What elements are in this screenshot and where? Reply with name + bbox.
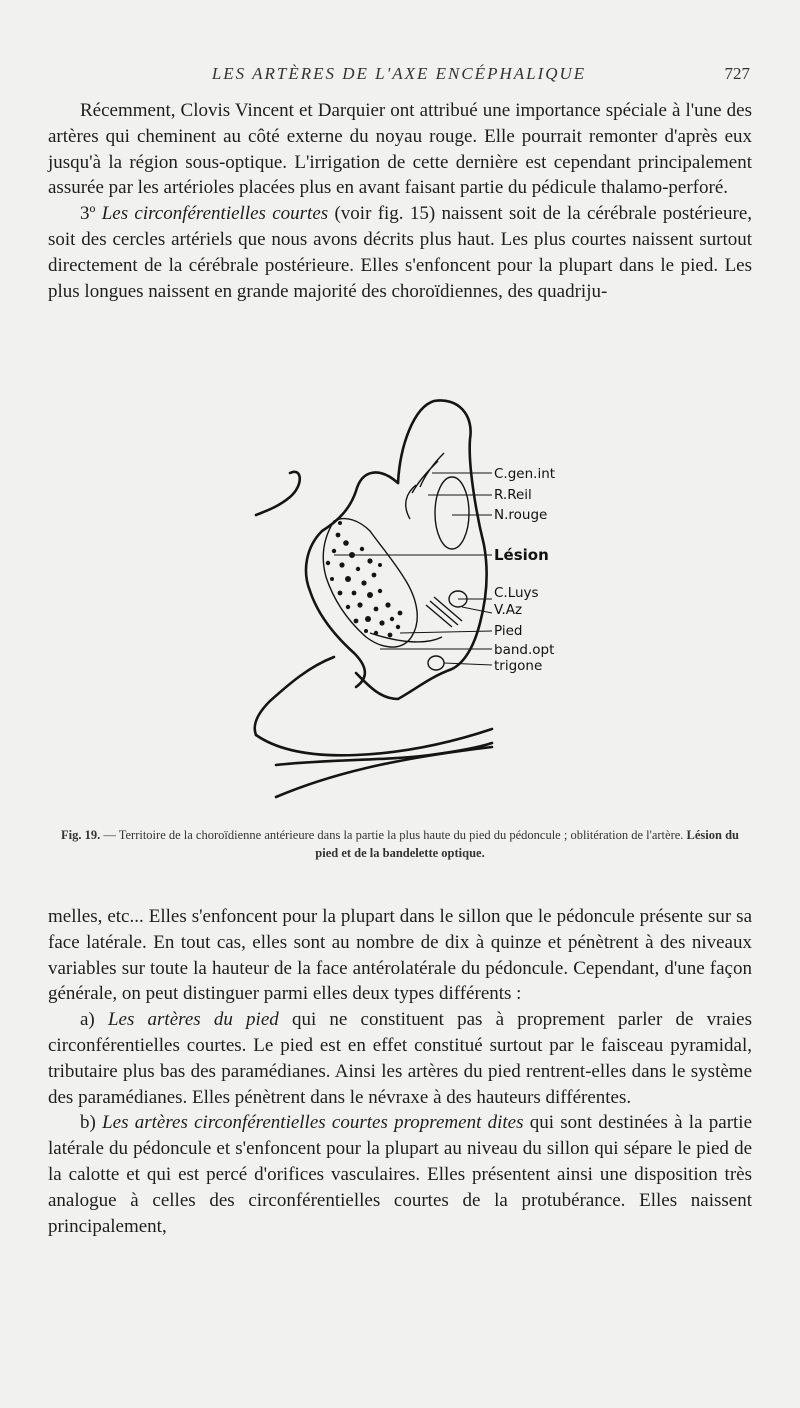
pedoncule-lateral-outline (306, 473, 398, 687)
item-prefix-a: a) (80, 1009, 108, 1031)
ruban-reil-shape (406, 453, 444, 519)
paragraph-circonferentielles (48, 201, 752, 304)
running-title: LES ARTÈRES DE L'AXE ENCÉPHALIQUE (211, 64, 587, 83)
item-body-b: qui sont destinées à la partie latérale du pédoncule et s'enfoncent pour la plupart au niveau du sillon qui sépare le pied de la calotte et qui est percé d'orifices vasculaires. Elles présentent ainsi une disposition très analogue à celles des circonférentielles courtes de la protubérance. Elles naissent principalement, (48, 1112, 753, 1237)
label-r-reil: R.Reil (494, 487, 532, 503)
text-block-bottom (48, 904, 752, 1239)
item-prefix-b: b) (80, 1112, 103, 1134)
figure-caption (48, 826, 752, 862)
caption-bold-text: Lésion du pied et de la bandelette optique. (315, 828, 740, 860)
paragraph-arteres-pied (48, 1007, 752, 1110)
section-title: Les circonférentielles courtes (101, 203, 329, 225)
pedoncule-left-outline (256, 472, 300, 515)
trigone-shape (428, 656, 444, 670)
paragraph-circonf-proprement (48, 1110, 752, 1239)
running-head (48, 64, 750, 88)
lesion-zone-outline (323, 519, 417, 647)
label-v-az: V.Az (494, 602, 523, 618)
section-number: 3º (80, 203, 96, 225)
pied-lower-outline (255, 657, 334, 735)
hatch-lines (426, 597, 462, 627)
label-lesion: Lésion (494, 546, 549, 564)
paragraph-body: (voir fig. 15) naissent soit de la cérébrale postérieure, soit des cercles artériels que nous avons décrits plus haut. Les plus courtes naissent surtout directement de la cérébrale postérieure. Elles s'enfoncent pour la plupart dans le pied. Les plus longues naissent en grande majorité des choroïdiennes, des quadriju- (48, 203, 752, 302)
caption-text: — Territoire de la choroïdienne antérieure dans la partie la plus haute du pied du pédoncule ; oblitération de l'artère. (100, 828, 687, 842)
item-title-a: Les artères du pied (107, 1009, 279, 1031)
calotte-outline (356, 400, 487, 699)
page-number: 727 (724, 64, 750, 83)
figure-19-diagram (230, 395, 590, 805)
label-band-opt: band.opt (494, 642, 555, 658)
paragraph-quadrijumelles: melles, etc... Elles s'enfoncent pour la plupart dans le sillon que le pédoncule présente sur sa face latérale. En tout cas, elles sont au nombre de dix à quinze et pénètrent à des niveaux variables sur toute la hauteur de la face antérolatérale du pédoncule. Cependant, d'une façon générale, on peut distinguer parmi elles deux types différents : (48, 906, 752, 1005)
item-body-a: qui ne constituent pas à proprement parler de vraies circonférentielles courtes. Le pied est en effet constitué surtout par le faisceau pyramidal, tributaire plus bas des paramédianes. Ainsi les artères du pied rentrent-elles dans le système des paramédianes. Elles pénètrent dans le névraxe à des hauteurs différentes. (48, 1009, 752, 1108)
label-n-rouge: N.rouge (494, 507, 548, 523)
label-pied: Pied (494, 623, 523, 639)
lesion-dots (326, 521, 403, 637)
band-opt-outline (370, 633, 442, 642)
label-c-gen-int: C.gen.int (494, 466, 556, 482)
item-title-b: Les artères circonférentielles courtes proprement dites (102, 1112, 524, 1134)
label-trigone: trigone (494, 658, 543, 674)
label-c-luys: C.Luys (494, 585, 539, 601)
paragraph-vincent-darquier: Récemment, Clovis Vincent et Darquier ont attribué une importance spéciale à l'une des artères qui cheminent au côté externe du noyau rouge. Elle pourrait remonter d'après eux jusqu'à la région sous-optique. L'irrigation de cette dernière est cependant principalement assurée par les artérioles placées plus en avant faisant partie du pédicule thalamo-perforé. (48, 100, 752, 199)
caption-fig-number: Fig. 19. (60, 828, 101, 842)
text-block-top (48, 98, 752, 304)
noyau-rouge-shape (435, 477, 469, 549)
